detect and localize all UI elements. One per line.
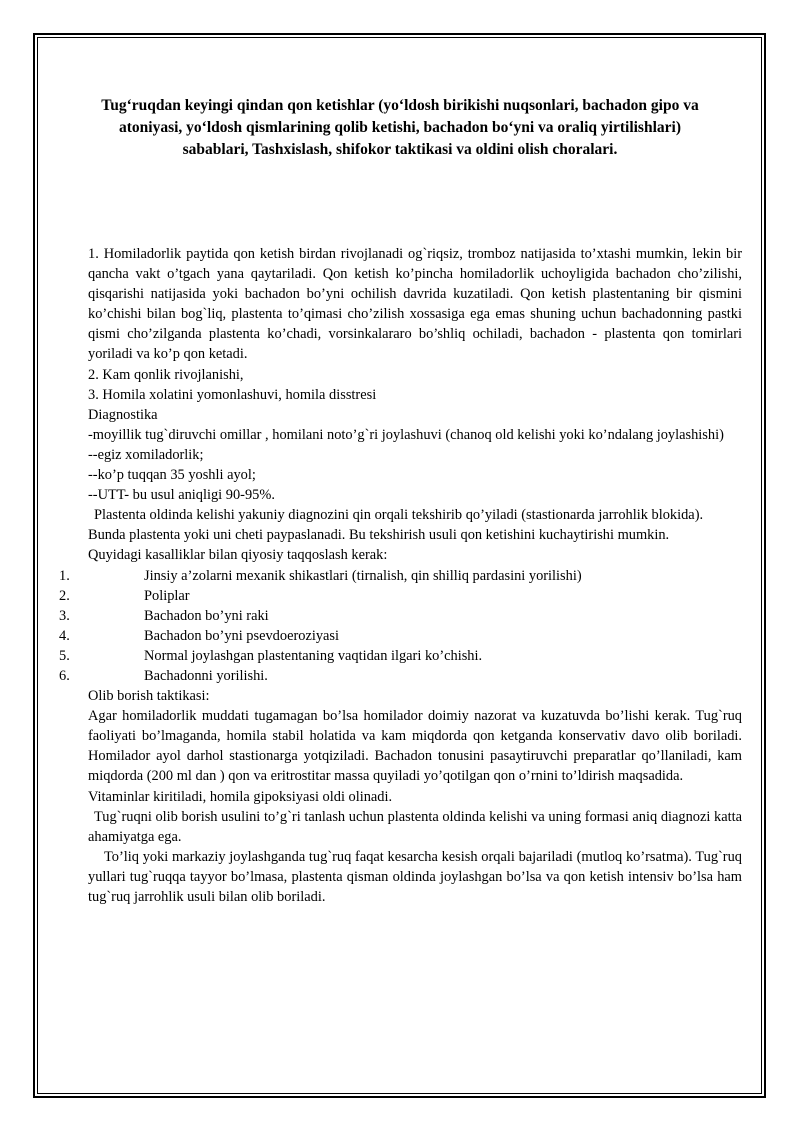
list-number: 4. bbox=[59, 627, 70, 644]
paragraph-anemia: 2. Kam qonlik rivojlanishi, bbox=[88, 366, 244, 383]
heading-management-tactics: Olib borish taktikasi: bbox=[88, 688, 210, 705]
document-body bbox=[59, 244, 742, 907]
paragraph-palpation: Bunda plastenta yoki uni cheti paypaslanadi. Bu tekshirish usuli qon ketishini kuchaytirishi mumkin. bbox=[88, 527, 670, 544]
list-item bbox=[59, 586, 742, 606]
paragraph-final-diagnosis: Plastenta oldinda kelishi yakuniy diagnozini qin orqali tekshirib qo’yiladi (stastionarda jarrohlik blokida). bbox=[94, 507, 704, 524]
list-item bbox=[59, 626, 742, 646]
heading-diagnostics: Diagnostika bbox=[88, 406, 158, 423]
list-number: 5. bbox=[59, 647, 70, 664]
paragraph-ultrasound: --UTT- bu usul aniqligi 90-95%. bbox=[88, 487, 275, 504]
list-item bbox=[59, 606, 742, 626]
list-text: Jinsiy a’zolarni mexanik shikastlari (tirnalish, qin shilliq pardasini yorilishi) bbox=[144, 567, 582, 584]
paragraph-conservative-treatment: Agar homiladorlik muddati tugamagan bo’lsa homilador doimiy nazorat va kuzatuvda bo’lishi kerak. Tug`ruq faoliyati bo’lmaganda, homila stabil holatida va kam miqdorda qon ketganda konservativ davo olib boriladi. Homilador ayol darhol stastionarga yotqiziladi. Bachadon tonusini pasaytiruvchi preparatlar qo’llaniladi, kam miqdorda (200 ml dan ) qon va eritrostitar massa quyiladi yo’qotilgan qon o’rnini to’ldirish maqsadida. bbox=[88, 708, 742, 785]
list-text: Normal joylashgan plastentaning vaqtidan ilgari ko’chishi. bbox=[144, 647, 483, 664]
document-title: Tug‘ruqdan keyingi qindan qon ketishlar (yo‘ldosh birikishi nuqsonlari, bachadon gipo va atoniyasi, yo‘ldosh qismlarining qolib ketishi, bachadon bo‘yni va oraliq yirtilishlari) sabablari, Tashxislash, shifokor taktikasi va oldini olish choralari. bbox=[101, 97, 699, 158]
paragraph-vitamins: Vitaminlar kiritiladi, homila gipoksiyasi oldi olinadi. bbox=[88, 788, 393, 805]
paragraph-multiparous: --ko’p tuqqan 35 yoshli ayol; bbox=[88, 467, 256, 484]
paragraph-delivery-method: Tug`ruqni olib borish usulini to’g`ri tanlash uchun plastenta oldinda kelishi va uning formasi aniq diagnozi katta ahamiyatga ega. bbox=[88, 808, 742, 845]
paragraph-placenta-bleeding: 1. Homiladorlik paytida qon ketish birdan rivojlanadi og`riqsiz, tromboz natijasida to’xtashi mumkin, lekin bir qancha vakt o’tgach yana qaytariladi. Qon ketish ko’pincha homiladorlik uchoyligida bachadon cho’zilishi, qisqarishi natijasida yoki bachadon bo’yni ochilish davrida kuzatiladi. Qon ketish plastentaning bir qismini ko’chishi bilan bog`liq, plastenta to’qimasi cho’zilish xossasiga ega emas shuning uchun bachadonning pastki qismi cho’zilganda plastenta ko’chadi, vorsinkalararo bo’shliq ochiladi, bachadon - plastenta qon tomirlari yoriladi va ko’p qon ketadi. bbox=[88, 246, 742, 363]
list-item bbox=[59, 666, 742, 686]
list-text: Poliplar bbox=[144, 587, 190, 604]
paragraph-caesarean: To’liq yoki markaziy joylashganda tug`ruq faqat kesarcha kesish orqali bajariladi (mutloq ko’rsatma). Tug`ruq yullari tug`ruqqa tayyor bo’lmasa, plastenta qisman oldinda joylashgan bo’lsa va qon ketish intensiv bo’lsa ham tug`ruq jarrohlik usuli bilan olib boriladi. bbox=[88, 848, 742, 905]
list-number: 1. bbox=[59, 567, 70, 584]
list-text: Bachadon bo’yni raki bbox=[144, 607, 269, 624]
paragraph-fetal-distress: 3. Homila xolatini yomonlashuvi, homila disstresi bbox=[88, 386, 377, 403]
paragraph-twin-pregnancy: --egiz xomiladorlik; bbox=[88, 446, 204, 463]
list-text: Bachadonni yorilishi. bbox=[144, 667, 268, 684]
list-number: 2. bbox=[59, 587, 70, 604]
list-number: 6. bbox=[59, 667, 70, 684]
list-text: Bachadon bo’yni psevdoeroziyasi bbox=[144, 627, 340, 644]
paragraph-differential-intro: Quyidagi kasalliklar bilan qiyosiy taqqoslash kerak: bbox=[88, 547, 388, 564]
list-item bbox=[59, 646, 742, 666]
list-item bbox=[59, 566, 742, 586]
list-number: 3. bbox=[59, 607, 70, 624]
paragraph-risk-factors: -moyillik tug`diruvchi omillar , homilani noto’g`ri joylashuvi (chanoq old kelishi yoki ko’ndalang joylashishi) bbox=[88, 426, 724, 443]
